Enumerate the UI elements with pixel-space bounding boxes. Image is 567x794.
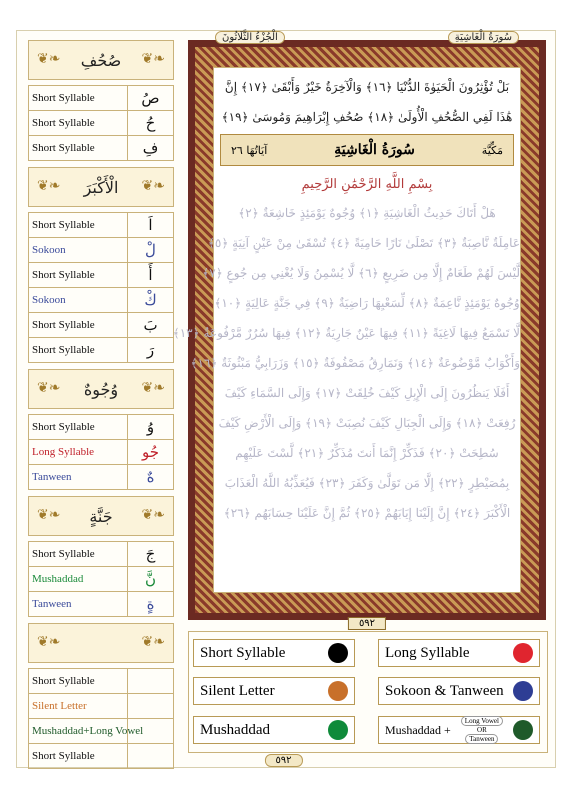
word-ornament-header [28, 167, 174, 207]
quran-page-number: ٥٩٢ [348, 617, 386, 630]
syllable-row [29, 415, 173, 440]
syllable-table [28, 668, 174, 769]
legend-mini-text: OR [477, 726, 487, 734]
legend-label: Long Syllable [385, 644, 470, 661]
quran-page [172, 31, 546, 629]
legend-color-dot [513, 720, 533, 740]
syllable-letter: وُ [146, 418, 155, 436]
syllable-label: Long Syllable [29, 440, 128, 464]
syllable-row [29, 465, 173, 489]
syllable-label: Short Syllable [29, 86, 128, 110]
syllable-label: Mushaddad [29, 567, 128, 591]
syllable-row [29, 440, 173, 465]
ayah-line: لَّيْسَ لَهُمْ طَعَامٌ إِلَّا مِن ضَرِيعٍ ﴿٦﴾ لَّا يُسْمِنُ وَلَا يُغْنِي مِن جُوعٍ ﴿٧﴾ [202, 266, 520, 280]
ayah-line: وُجُوهٌ يَوْمَئِذٍ نَّاعِمَةٌ ﴿٨﴾ لِّسَعْيِهَا رَاضِيَةٌ ﴿٩﴾ فِي جَنَّةٍ عَالِيَةٍ ﴿١٠﴾ [214, 296, 520, 310]
surah-name: سُورَةُ الْغَاشِيَةِ [334, 142, 415, 158]
legend-color-dot [328, 681, 348, 701]
syllable-row [29, 719, 173, 744]
syllable-label: Short Syllable [29, 669, 128, 693]
word-ornament-header [28, 623, 174, 663]
legend-label: Short Syllable [200, 644, 286, 661]
syllable-label: Short Syllable [29, 744, 128, 768]
syllable-label: Tanween [29, 465, 128, 489]
syllable-row [29, 694, 173, 719]
syllable-row [29, 567, 173, 592]
ayah-line: بِمُصَيْطِرٍ ﴿٢٢﴾ إِلَّا مَن تَوَلَّىٰ وَكَفَرَ ﴿٢٣﴾ فَيُعَذِّبُهُ اللَّهُ الْعَذَابَ [224, 476, 510, 490]
syllable-label: Short Syllable [29, 313, 128, 337]
syllable-letter: نَّ [144, 570, 156, 588]
arabic-word: ❦❧ جَنَّةٍ [89, 506, 113, 526]
ayah-line: سُطِحَتْ ﴿٢٠﴾ فَذَكِّرْ إِنَّمَا أَنتَ مُذَكِّرٌ ﴿٢١﴾ لَّسْتَ عَلَيْهِم [235, 446, 499, 460]
surah-ayat: آيَاتُهَا ٢٦ [231, 143, 268, 157]
legend-item [193, 716, 355, 744]
legend-color-dot [328, 643, 348, 663]
syllable-row [29, 744, 173, 768]
syllable-label: Short Syllable [29, 136, 128, 160]
ayah-line: أَفَلَا يَنظُرُونَ إِلَى الْإِبِلِ كَيْفَ خُلِقَتْ ﴿١٧﴾ وَإِلَى السَّمَاءِ كَيْفَ [224, 386, 510, 400]
legend-item [378, 716, 540, 744]
arabic-word: ❦❧ وُجُوهٌ [83, 379, 119, 399]
legend-color-dot [328, 720, 348, 740]
ayah-line: لَّا تَسْمَعُ فِيهَا لَاغِيَةً ﴿١١﴾ فِيهَا عَيْنٌ جَارِيَةٌ ﴿١٢﴾ فِيهَا سُرُرٌ مَّرْفُوعَةٌ ﴿١٣﴾ [172, 326, 520, 340]
syllable-letter: بَ [143, 316, 158, 334]
syllable-row [29, 592, 173, 616]
syllable-row [29, 111, 173, 136]
syllable-row [29, 288, 173, 313]
legend-label: Silent Letter [200, 682, 275, 699]
syllable-row [29, 313, 173, 338]
syllable-row [29, 669, 173, 694]
arabic-word: ❦❧ الْأَكْبَرَ [83, 177, 119, 197]
legend-item [378, 677, 540, 705]
syllable-label: Short Syllable [29, 415, 128, 439]
syllable-label: Sokoon [29, 288, 128, 312]
syllable-letter: فِ [142, 139, 159, 157]
syllable-label: Short Syllable [29, 338, 128, 362]
juz-label: الْجُزْءُ الثَّلَاثُونَ [215, 31, 285, 44]
syllable-letter: جُو [141, 443, 160, 461]
ayah-line: وَأَكْوَابٌ مَّوْضُوعَةٌ ﴿١٤﴾ وَنَمَارِقُ مَصْفُوفَةٌ ﴿١٥﴾ وَزَرَابِيُّ مَبْثُوثَةٌ ﴿١٦﴾ [190, 356, 520, 370]
syllable-row [29, 136, 173, 160]
syllable-row [29, 263, 173, 288]
legend-item [378, 639, 540, 667]
syllable-row [29, 338, 173, 362]
ayah-line: عَامِلَةٌ نَّاصِبَةٌ ﴿٣﴾ تَصْلَىٰ نَارًا حَامِيَةً ﴿٤﴾ تُسْقَىٰ مِنْ عَيْنٍ آنِيَةٍ ﴿٥﴾ [207, 236, 520, 250]
legend-item [193, 677, 355, 705]
syllable-letter: صُ [141, 89, 160, 107]
syllable-table [28, 414, 174, 490]
ayah-line: بَلْ تُؤْثِرُونَ الْحَيَوٰةَ الدُّنْيَا ﴿١٦﴾ وَالْآخِرَةُ خَيْرٌ وَأَبْقَىٰ ﴿١٧﴾ إِنَّ [224, 80, 510, 94]
color-legend [188, 631, 548, 753]
syllable-label: Short Syllable [29, 263, 128, 287]
word-ornament-header [28, 369, 174, 409]
syllable-label: Short Syllable [29, 111, 128, 135]
syllable-letter: رَ [146, 341, 155, 359]
syllable-letter: جَ [145, 545, 156, 563]
quran-text-area [172, 67, 521, 593]
legend-mini-text: Long Vowel [461, 716, 503, 726]
syllable-letter: اَ [148, 216, 153, 234]
legend-color-dot [513, 643, 533, 663]
left-column [28, 40, 174, 775]
legend-mini-note [461, 716, 503, 744]
syllable-label: Sokoon [29, 238, 128, 262]
arabic-word: ❦❧ صُحُفِ [80, 50, 122, 70]
syllable-letter [128, 719, 173, 743]
syllable-letter: أَ [148, 266, 153, 284]
syllable-letter [128, 694, 173, 718]
syllable-label: Short Syllable [29, 213, 128, 237]
syllable-row [29, 86, 173, 111]
surah-place: مَكِّيَّة [481, 143, 503, 157]
footer-page-number: ٥٩٢ [264, 754, 302, 767]
ayah-line: الْأَكْبَرَ ﴿٢٤﴾ إِنَّ إِلَيْنَا إِيَابَهُمْ ﴿٢٥﴾ ثُمَّ إِنَّ عَلَيْنَا حِسَابَهُم ﴿٢٦﴾ [223, 506, 511, 520]
legend-label: Mushaddad + [385, 722, 451, 737]
legend-color-dot [513, 681, 533, 701]
surah-header-label: سُورَةُ الْغَاشِيَةِ [448, 31, 519, 44]
syllable-letter: كْ [144, 291, 157, 309]
syllable-label: Short Syllable [29, 542, 128, 566]
ayah-line: رُفِعَتْ ﴿١٨﴾ وَإِلَى الْجِبَالِ كَيْفَ نُصِبَتْ ﴿١٩﴾ وَإِلَى الْأَرْضِ كَيْفَ [218, 416, 516, 430]
syllable-letter: لْ [145, 241, 156, 259]
syllable-label: Silent Letter [29, 694, 128, 718]
syllable-letter: هٌ [146, 468, 155, 486]
syllable-label: Tanween [29, 592, 128, 616]
basmala: بِسْمِ اللَّهِ الرَّحْمَٰنِ الرَّحِيمِ [301, 177, 433, 192]
syllable-letter: ةٍ [146, 595, 155, 613]
syllable-letter [128, 744, 173, 768]
ayah-line: هَلْ أَتَاكَ حَدِيثُ الْغَاشِيَةِ ﴿١﴾ وُجُوهٌ يَوْمَئِذٍ خَاشِعَةٌ ﴿٢﴾ [238, 206, 496, 220]
syllable-label: Mushaddad+Long Vowel [29, 719, 128, 743]
syllable-row [29, 542, 173, 567]
legend-mini-text: Tanween [465, 734, 498, 744]
word-ornament-header [28, 496, 174, 536]
word-ornament-header [28, 40, 174, 80]
syllable-row [29, 213, 173, 238]
legend-item [193, 639, 355, 667]
legend-label: Sokoon & Tanween [385, 682, 504, 699]
surah-title-banner [220, 134, 514, 166]
ayah-line: هَٰذَا لَفِي الصُّحُفِ الْأُولَىٰ ﴿١٨﴾ صُحُفِ إِبْرَاهِيمَ وَمُوسَىٰ ﴿١٩﴾ [221, 110, 513, 124]
legend-label: Mushaddad [200, 721, 270, 738]
syllable-table [28, 541, 174, 617]
syllable-letter [128, 669, 173, 693]
syllable-table [28, 212, 174, 363]
syllable-table [28, 85, 174, 161]
syllable-row [29, 238, 173, 263]
syllable-letter: حُ [145, 114, 156, 132]
quran-header [195, 27, 539, 47]
